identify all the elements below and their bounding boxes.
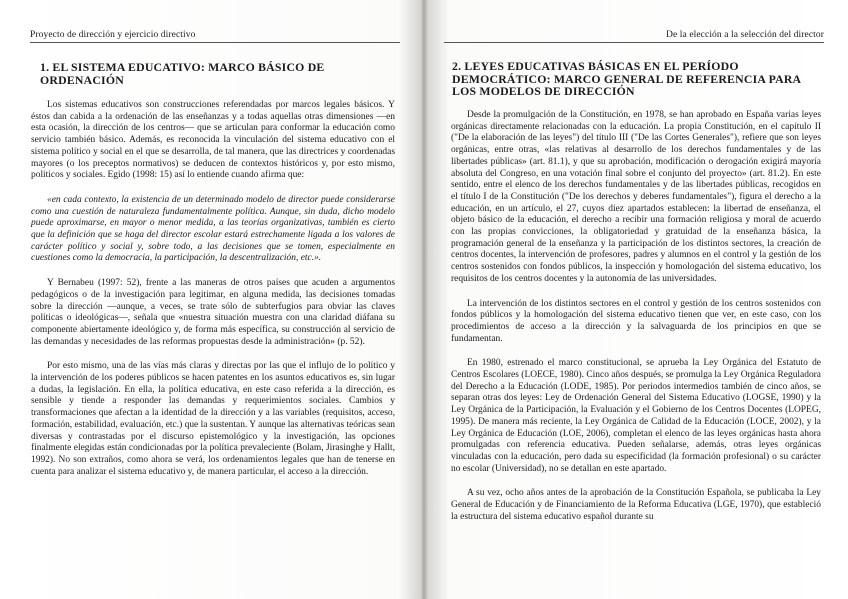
paragraph: Y Bernabeu (1997: 52), frente a las maneras de otros países que acuden a argumentos pedagógicos o de la investigación para legitimar, en alguna medida, las decisiones tomadas sobre la dirección —aunque, a veces, se trate sólo de subterfugios para obviar las claves políticas o ideológicas—, señala que «nuestra situación muestra con una claridad diáfana su componente abiertamente ideológico y, de forma más específica, su construcción al servicio de las demandas y necesidades de las reformas propuestas desde la administración» (p. 52). xyxy=(31,278,395,347)
paragraph: A su vez, ocho años antes de la aprobación de la Constitución Española, se publicaba la Ley General de Educación y de Financiamiento de la Reforma Educativa (LGE, 1970), que estableció la estructura del sistema educativo español durante su xyxy=(451,488,821,522)
section-heading-left: 1. EL SISTEMA EDUCATIVO: MARCO BÁSICO DE ORDENACIÓN xyxy=(40,60,325,87)
paragraph: En 1980, estrenado el marco constitucional, se aprueba la Ley Orgánica del Estatuto de Centros Escolares (LOECE, 1980). Cinco años después, se promulga la Ley Orgánica Reguladora del Derecho a la Educación (LODE, 1985). Por periodos intermedios también de cinco años, se separan otras dos leyes: Ley de Ordenación General del Sistema Educativo (LOGSE, 1990) y la Ley Orgánica de la Participación, la Evaluación y el Gobierno de los Centros Docentes (LOPEG, 1995). De manera más reciente, la Ley Orgánica de Calidad de la Educación (LOCE, 2002), y la Ley Orgánica de Educación (LOE, 2006), completan el elenco de las leyes orgánicas hasta ahora promulgadas con referencia educativa. Pueden señalarse, además, otras leyes orgánicas vinculadas con la educación, pero dada su especificidad (la formación profesional) o su carácter no escolar (Universidad), no se detallan en este apartado. xyxy=(451,358,821,474)
running-head-right: De la elección a la selección del director xyxy=(444,30,824,43)
running-head-left: Proyecto de dirección y ejercicio directivo xyxy=(30,30,400,43)
right-page xyxy=(424,0,848,599)
paragraph: Los sistemas educativos son construcciones referendadas por marcos legales básicos. Y éstos dan cabida a la ordenación de las enseñanzas y a todas aquellas otras dimensiones —en esta ocasión, la dirección de los centros— que se articulan para conformar la educación como servicio también básico. Además, es reconocida la vinculación del sistema educativo con el sistema político y social en el que se desarrolla, de tal manera, que las directrices y coordenadas mayores (o los preceptos normativos) se deducen de contextos históricos y, por esto mismo, políticos y sociales. Egido (1998: 15) así lo entiende cuando afirma que: xyxy=(31,100,395,181)
paragraph: Desde la promulgación de la Constitución, en 1978, se han aprobado en España varias leyes orgánicas directamente relacionadas con la educación. La propia Constitución, en el capítulo II ("De la elaboración de las leyes") del título III ("De las Cortes Generales"), refiere que son leyes orgánicas, entre otras, «las relativas al desarrollo de los derechos fundamentales y de las libertades públicas» (art. 81.1), y que su aprobación, modificación o derogación exigirá mayoría absoluta del Congreso, en una votación final sobre el conjunto del proyecto» (art. 81.2). En este sentido, entre el elenco de los derechos fundamentales y de las libertades públicas, recogidos en el título I de la Constitución ("De los derechos y deberes fundamentales"), figura el derecho a la educación, en un artículo, el 27, cuyos diez apartados establecen: la libertad de enseñanza, el objeto básico de la educación, el derecho a recibir una formación religiosa y moral de acuerdo con las propias convicciones, la obligatoriedad y gratuidad de la enseñanza básica, la programación general de la enseñanza y la participación de los distintos sectores, la creación de centros docentes, la intervención de profesores, padres y alumnos en el control y la gestión de los centros sostenidos con fondos públicos, la inspección y homologación del sistema educativo, los requisitos de los centros docentes y la autonomía de las universidades. xyxy=(451,110,821,284)
section-heading-right: 2. LEYES EDUCATIVAS BÁSICAS EN EL PERÍODO DEMOCRÁTICO: MARCO GENERAL DE REFERENCIA PARA LOS MODELOS DE DIRECCIÓN xyxy=(452,59,801,98)
body-text-left xyxy=(31,100,395,491)
body-text-right xyxy=(451,110,821,537)
paragraph: Por esto mismo, una de las vías más claras y directas por las que el influjo de lo político y la intervención de los poderes públicos se hacen patentes en los asuntos educativos es, sin lugar a dudas, la legislación. En ella, la política educativa, en este caso referida a la dirección, es sensible y tiende a responder las demandas y requerimientos sociales. Cambios y transformaciones que afectan a la identidad de la dirección y a las variables (requisitos, acceso, formación, estabilidad, evaluación, etc.) que la sustentan. Y aunque las alternativas teóricas sean diversas y contrastadas por el discurso epistemológico y la investigación, las opciones finalmente elegidas están condicionadas por la política prevaleciente (Bolam, Jirasinghe y Hallt, 1992). No son extraños, como ahora se verá, los ordenamientos legales que han de tenerse en cuenta para analizar el sistema educativo y, de manera particular, el acceso a la dirección. xyxy=(31,361,395,477)
paragraph: La intervención de los distintos sectores en el control y gestión de los centros sostenidos con fondos públicos y la homologación del sistema educativo tienen que ver, en este caso, con los procedimientos de acceso a la dirección y la salvaguarda de los principios en que se fundamentan. xyxy=(451,298,821,344)
block-quote: «en cada contexto, la existencia de un determinado modelo de director puede considerarse como una cuestión de naturaleza fundamentalmente política. Aunque, sin duda, dicho modelo puede aproximarse, en mayor o menor medida, a las teorías organizativas, también es cierto que la definición que se haga del director escolar estará estrechamente ligada a los valores de carácter político y social y, sobre todo, a las decisiones que se tomen, especialmente en cuestiones como la democracia, la participación, la descentralización, etc.». xyxy=(31,194,395,264)
